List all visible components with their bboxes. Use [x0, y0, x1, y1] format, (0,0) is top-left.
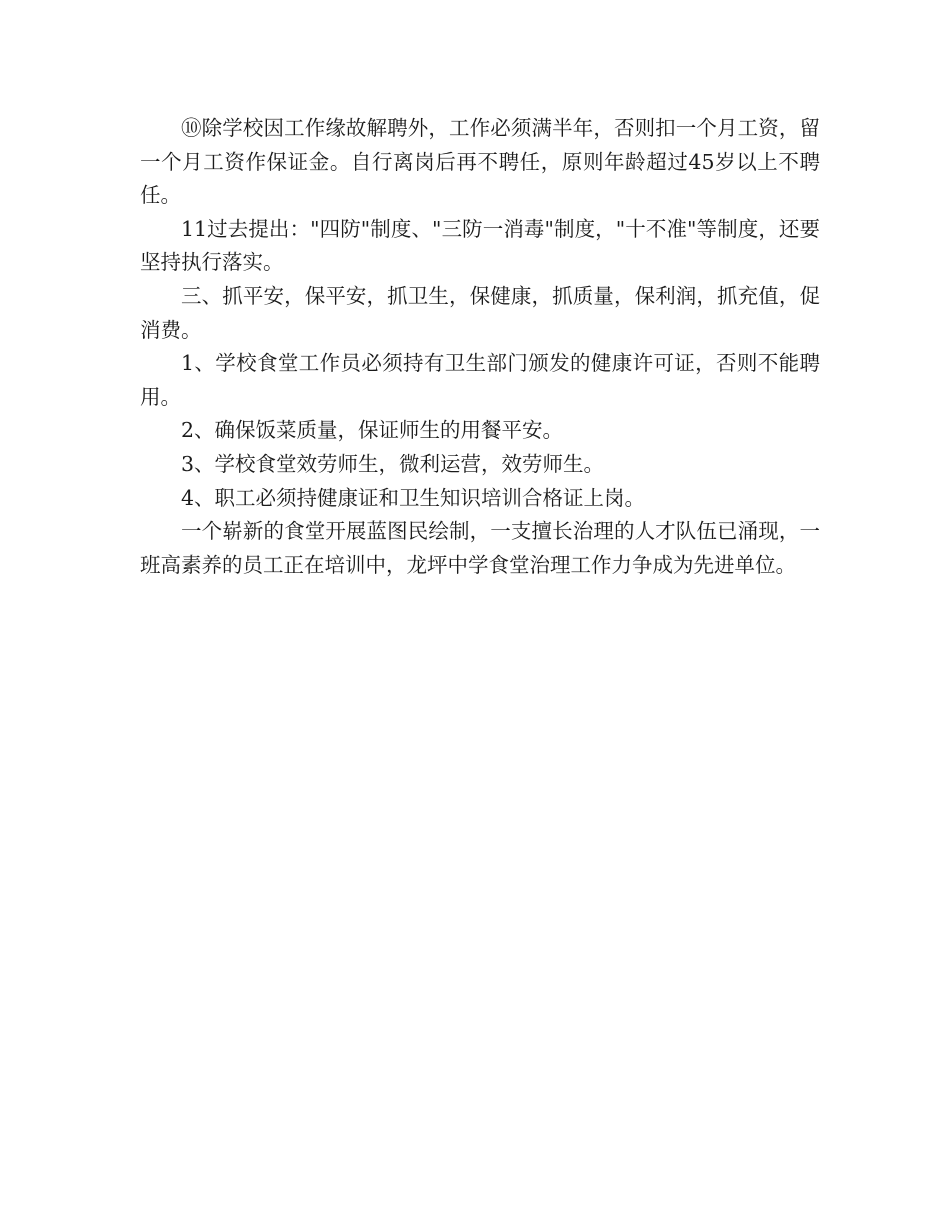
paragraph-item-4: 4、职工必须持健康证和卫生知识培训合格证上岗。: [181, 485, 646, 510]
paragraph-rule-11: 11过去提出："四防"制度、"三防一消毒"制度，"十不准"等制度，还要坚持执行落实。: [140, 216, 820, 275]
paragraph-conclusion: 一个崭新的食堂开展蓝图民绘制，一支擅长治理的人才队伍已涌现，一班高素养的员工正在培训中，龙坪中学食堂治理工作力争成为先进单位。: [140, 519, 820, 577]
paragraph-section-3-heading: 三、抓平安，保平安，抓卫生，保健康，抓质量，保利润，抓充值，促消费。: [140, 283, 820, 342]
paragraph-item-2: 2、确保饭菜质量，保证师生的用餐平安。: [181, 418, 564, 443]
paragraph-item-1: 1、学校食堂工作员必须持有卫生部门颁发的健康许可证，否则不能聘用。: [140, 351, 820, 409]
paragraph-rule-10: ⑩除学校因工作缘故解聘外，工作必须满半年，否则扣一个月工资，留一个月工资作保证金。自行离岗后再不聘任，原则年龄超过45岁以上不聘任。: [140, 116, 820, 208]
document-body: [140, 112, 820, 582]
paragraph-item-3: 3、学校食堂效劳师生，微利运营，效劳师生。: [181, 451, 605, 476]
